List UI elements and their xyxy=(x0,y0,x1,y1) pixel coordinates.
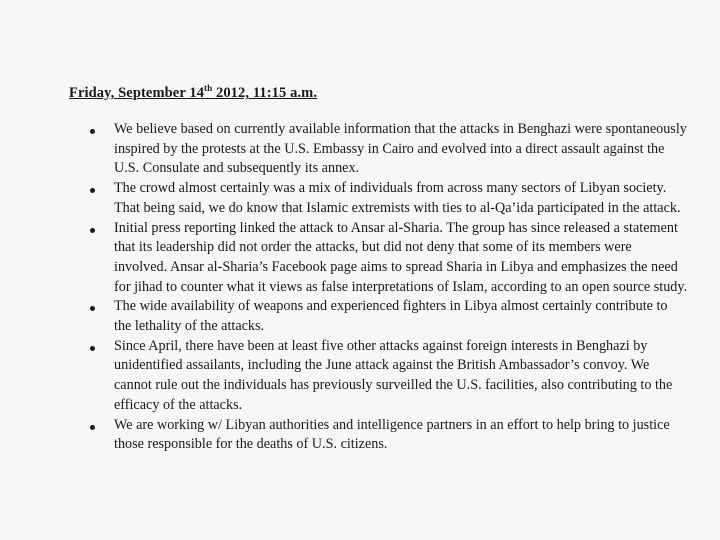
bullet-list xyxy=(88,120,688,455)
bullet-text: We believe based on currently available information that the attacks in Benghazi were spontaneously inspired by the protests at the U.S. Embassy in Cairo and evolved into a direct assault against the U.S. Consulate and subsequently its annex. xyxy=(114,121,687,177)
bullet-dot-icon xyxy=(90,306,95,311)
bullet-text: We are working w/ Libyan authorities and intelligence partners in an effort to help bring to justice those responsible for the deaths of U.S. citizens. xyxy=(114,416,670,453)
bullet-item xyxy=(88,120,688,179)
bullet-item xyxy=(88,337,688,416)
heading-year-time: 2012, 11:15 a.m. xyxy=(212,85,318,101)
heading-date: Friday, September 14 xyxy=(69,85,205,101)
bullet-dot-icon xyxy=(90,425,95,430)
bullet-text: Initial press reporting linked the attack to Ansar al-Sharia. The group has since released a statement that its leadership did not order the attacks, but did not deny that some of its members were involved. Ansar al-Sharia’s Facebook page aims to spread Sharia in Libya and emphasizes the need for jihad to counter what it views as false interpretations of Islam, according to an open source study. xyxy=(114,219,688,295)
bullet-text: The wide availability of weapons and experienced fighters in Libya almost certainly contribute to the lethality of the attacks. xyxy=(114,298,668,335)
document-heading xyxy=(69,85,317,102)
bullet-dot-icon xyxy=(90,346,95,351)
bullet-dot-icon xyxy=(90,129,95,134)
bullet-item xyxy=(88,416,688,455)
bullet-text: The crowd almost certainly was a mix of individuals from across many sectors of Libyan society. That being said, we do know that Islamic extremists with ties to al-Qa’ida participated in the attack. xyxy=(114,180,681,216)
bullet-item xyxy=(88,297,688,336)
bullet-dot-icon xyxy=(90,228,95,233)
bullet-item xyxy=(88,179,688,218)
heading-ordinal-suffix: th xyxy=(204,83,213,93)
bullet-item xyxy=(88,219,688,298)
bullet-dot-icon xyxy=(90,188,95,193)
bullet-text: Since April, there have been at least five other attacks against foreign interests in Benghazi by unidentified assailants, including the June attack against the British Ambassador’s convoy. We cannot rule out the individuals has previously surveilled the U.S. facilities, also contributing to the efficacy of the attacks. xyxy=(114,337,673,413)
